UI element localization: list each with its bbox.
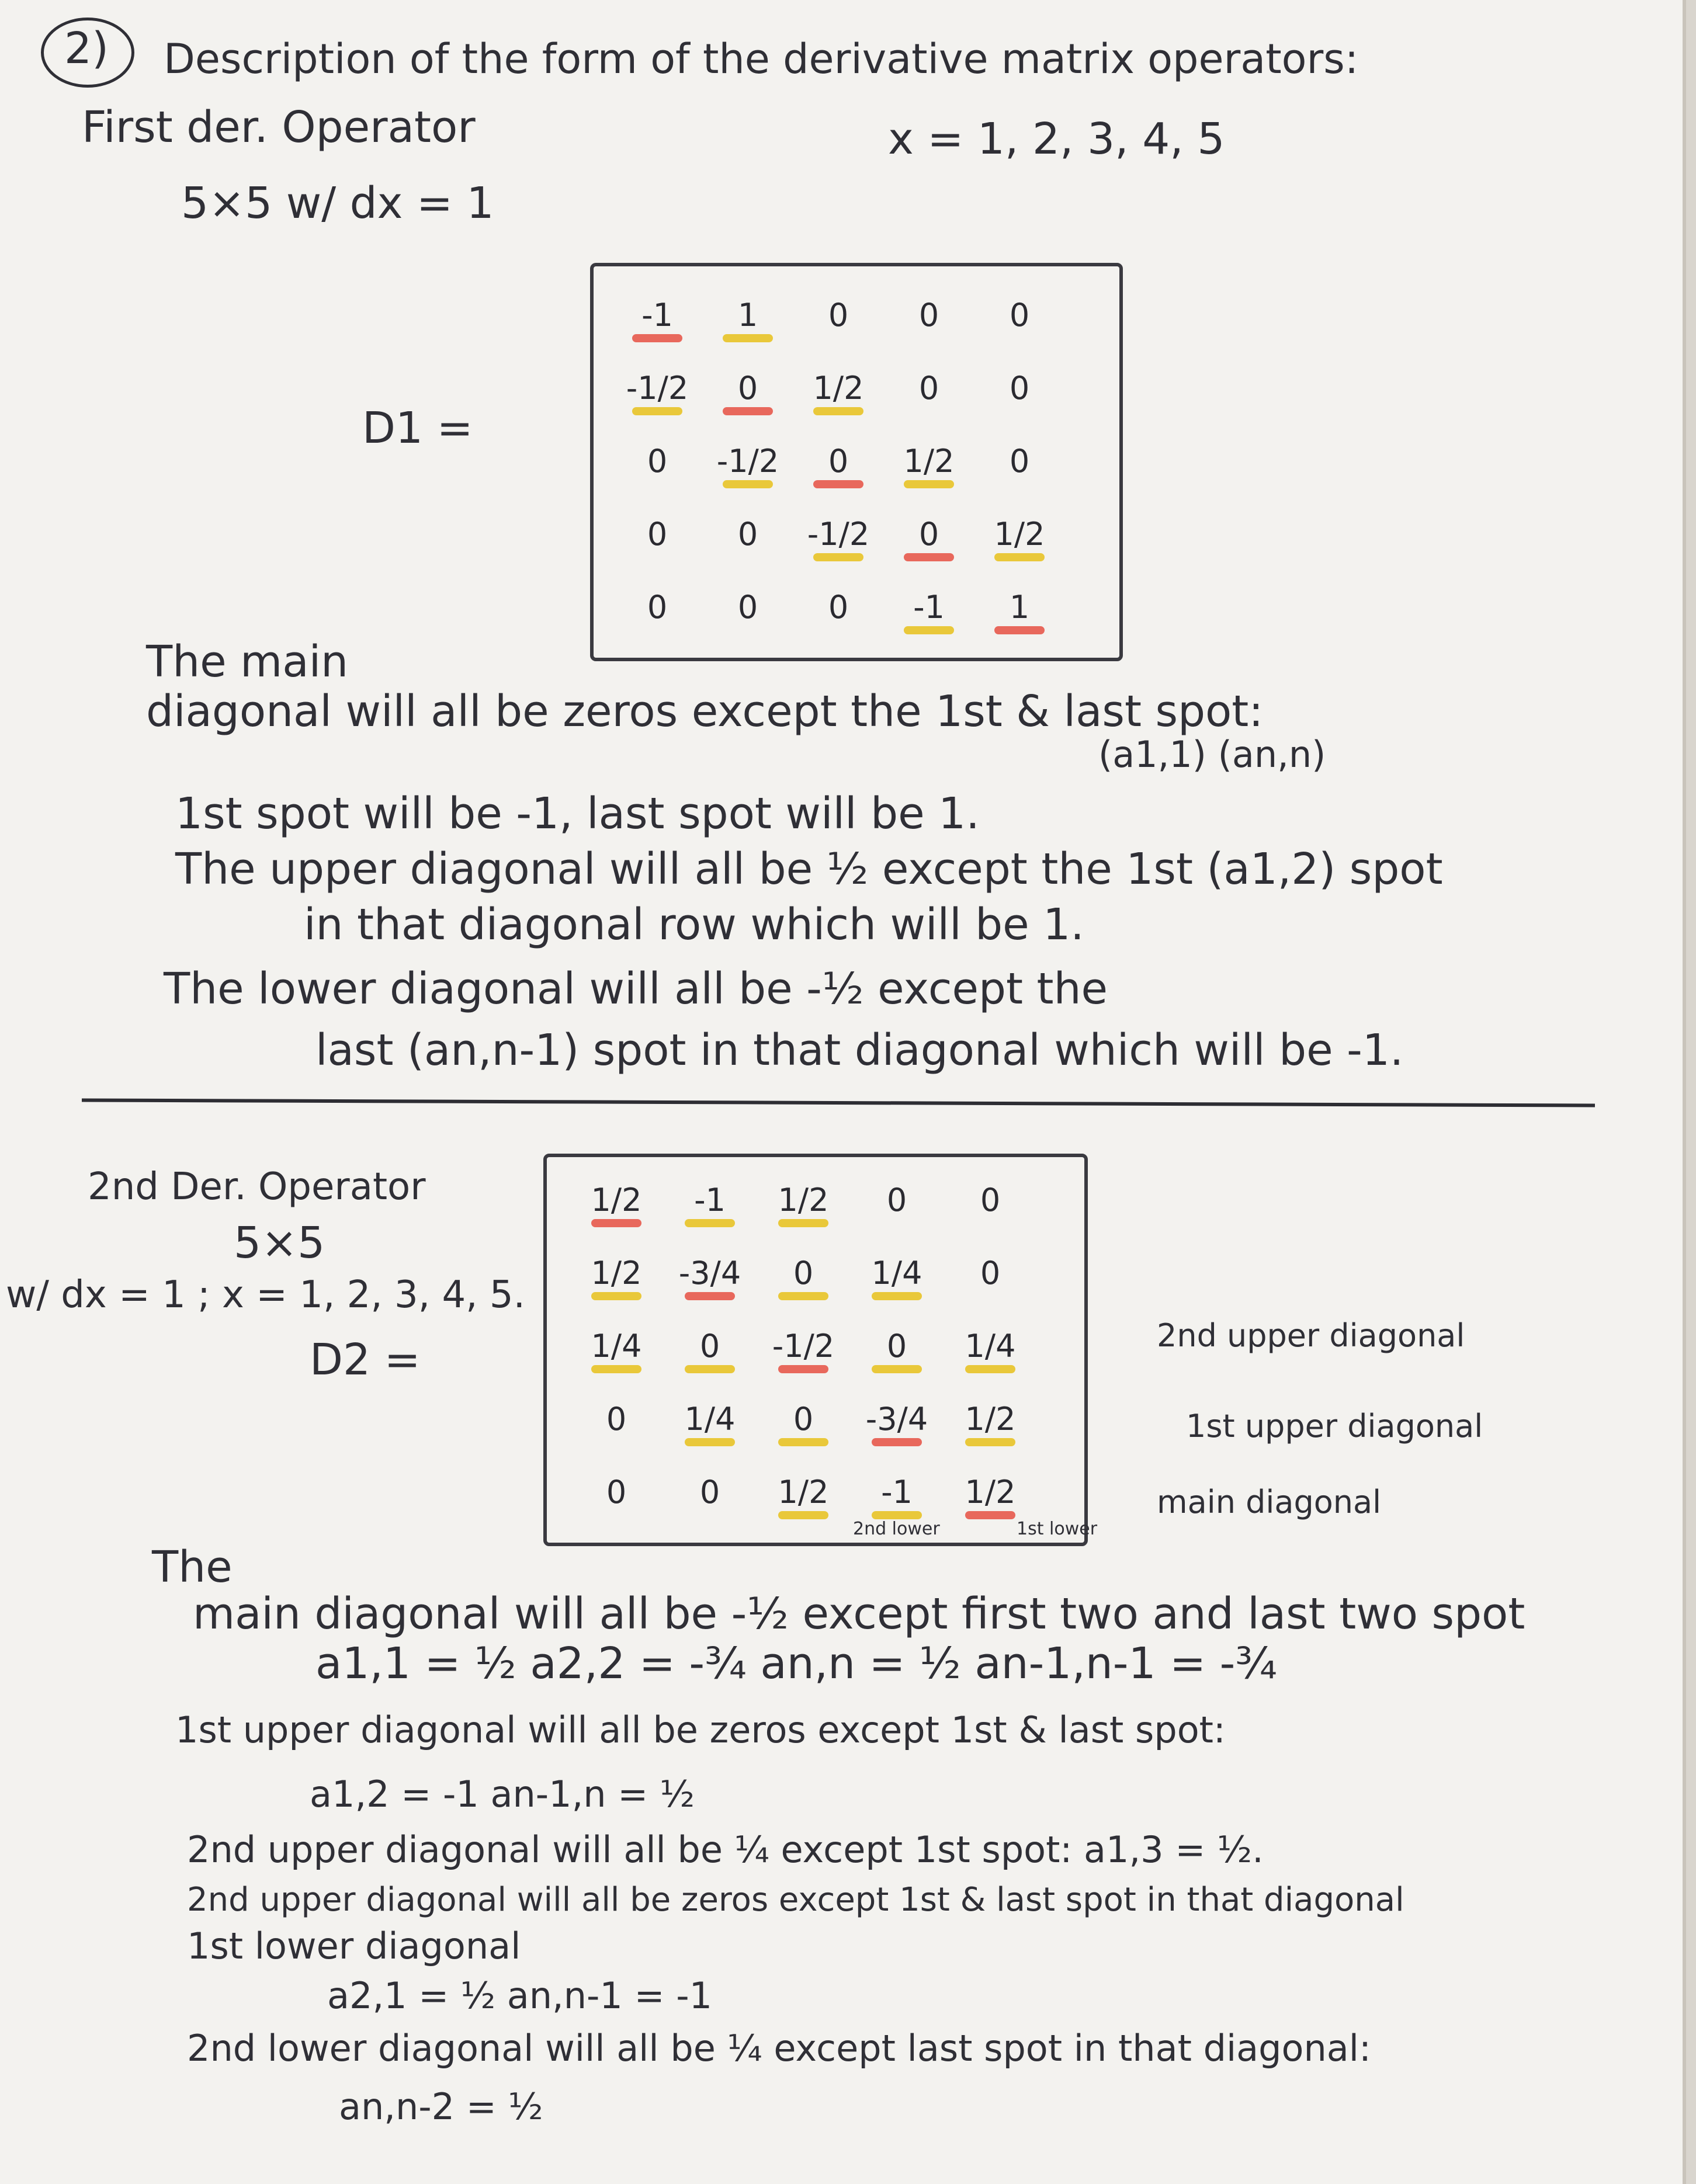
d1-cell-5-4 [891,572,967,643]
second-note-10: 2nd lower diagonal will all be ¼ except last spot in that diagonal: [187,2027,1371,2070]
d2-diagonal-highlight [778,1219,828,1227]
d1-cell-2-1 [619,353,695,423]
first-size: 5×5 w/ dx = 1 [181,178,494,228]
d1-cell-5-3 [800,572,876,643]
d1-value: -1 [913,589,945,626]
first-note-2: diagonal will all be zeros except the 1st & last spot: [146,686,1264,737]
d2-diagonal-highlight [685,1438,735,1446]
annotation-1st-lower: 1st lower [1017,1519,1098,1539]
d1-cell-2-2 [710,353,786,423]
d2-cell-3-4 [859,1311,935,1381]
d1-cell-1-4 [891,280,967,350]
d1-cell-3-2 [710,426,786,496]
d1-value: 0 [737,589,758,626]
d2-cell-5-2 [672,1457,748,1527]
d2-diagonal-highlight [685,1219,735,1227]
d2-value: 1/4 [684,1401,736,1438]
d2-cell-1-4 [859,1165,935,1235]
d2-cell-3-3 [765,1311,841,1381]
d2-diagonal-highlight [872,1438,922,1446]
d1-value: -1 [641,297,673,334]
d1-diagonal-highlight [723,334,773,342]
second-note-6: 2nd upper diagonal will all be ¼ except 1st spot: a1,3 = ½. [187,1828,1264,1871]
d2-diagonal-highlight [591,1292,641,1300]
annotation-2nd-lower: 2nd lower [853,1519,940,1539]
d2-value: 1/4 [871,1255,922,1291]
d1-value: 0 [647,443,668,480]
second-note-5: a1,2 = -1 an-1,n = ½ [310,1773,695,1815]
d1-diagonal-highlight [632,334,682,342]
d1-cell-1-5 [981,280,1057,350]
d2-value: -1 [694,1182,726,1218]
annotation-2nd-upper: 2nd upper diagonal [1157,1317,1465,1354]
d1-diagonal-highlight [994,626,1045,634]
section-divider [82,1098,1595,1107]
d1-value: 0 [737,516,758,553]
d1-value: 0 [828,589,849,626]
d2-cell-2-2 [672,1238,748,1308]
d1-diagonal-highlight [632,407,682,415]
d2-value: 1/2 [965,1474,1016,1511]
d2-cell-3-1 [578,1311,654,1381]
d1-cell-5-1 [619,572,695,643]
d2-value: -3/4 [678,1255,741,1291]
d1-cell-5-2 [710,572,786,643]
d1-diagonal-highlight [904,480,954,488]
d1-value: 0 [647,589,668,626]
d1-cell-3-3 [800,426,876,496]
d2-diagonal-highlight [965,1438,1015,1446]
d1-diagonal-highlight [904,626,954,634]
d1-value: 1/2 [903,443,955,480]
page-title: Description of the form of the derivative matrix operators: [164,35,1359,83]
d1-cell-3-1 [619,426,695,496]
d2-cell-5-3 [765,1457,841,1527]
d1-value: 0 [918,370,939,407]
d1-value: 0 [1009,370,1030,407]
d2-value: 0 [980,1182,1001,1218]
d2-cell-2-3 [765,1238,841,1308]
d1-cell-2-5 [981,353,1057,423]
second-note-11: an,n-2 = ½ [339,2085,543,2128]
second-note-1: The [152,1542,233,1592]
d1-diagonal-highlight [994,553,1045,561]
d2-cell-1-3 [765,1165,841,1235]
d1-cell-1-3 [800,280,876,350]
d1-cell-2-4 [891,353,967,423]
d1-value: 0 [647,516,668,553]
d2-value: 0 [980,1255,1001,1291]
d2-value: -3/4 [865,1401,928,1438]
d2-diagonal-highlight [685,1365,735,1373]
first-operator-heading: First der. Operator [82,102,476,152]
d2-cell-1-1 [578,1165,654,1235]
d2-diagonal-highlight [778,1365,828,1373]
d2-cell-4-4 [859,1384,935,1454]
second-note-3: a1,1 = ½ a2,2 = -¾ an,n = ½ an-1,n-1 = -¾ [315,1638,1278,1689]
d2-value: 0 [699,1328,720,1364]
d1-cell-3-4 [891,426,967,496]
d1-cell-1-1 [619,280,695,350]
d2-diagonal-highlight [872,1292,922,1300]
d2-value: -1/2 [772,1328,835,1364]
d1-value: -1/2 [716,443,779,480]
d2-value: 1/2 [778,1182,829,1218]
first-x-values: x = 1, 2, 3, 4, 5 [888,114,1225,164]
d2-value: 0 [793,1255,814,1291]
second-note-2: main diagonal will all be -½ except first two and last two spot [193,1589,1525,1639]
d1-cell-3-5 [981,426,1057,496]
second-note-8: 1st lower diagonal [187,1925,521,1967]
d2-cell-2-1 [578,1238,654,1308]
d2-value: 0 [793,1401,814,1438]
d2-diagonal-highlight [778,1292,828,1300]
d2-value: 1/2 [591,1182,642,1218]
d1-cell-4-3 [800,499,876,570]
second-note-7: 2nd upper diagonal will all be zeros except 1st & last spot in that diagonal [187,1881,1404,1919]
d1-cell-5-5 [981,572,1057,643]
d1-diagonal-highlight [813,407,863,415]
d1-label: D1 = [362,403,473,453]
d1-value: 1 [1009,589,1030,626]
d2-value: 1/4 [591,1328,642,1364]
d1-value: 0 [1009,297,1030,334]
first-note-7: The lower diagonal will all be -½ except the [164,964,1108,1014]
d2-diagonal-highlight [591,1219,641,1227]
d2-cell-4-2 [672,1384,748,1454]
d1-cell-4-1 [619,499,695,570]
d1-value: 0 [828,443,849,480]
d2-cell-2-5 [952,1238,1028,1308]
d2-cell-4-5 [952,1384,1028,1454]
second-params: w/ dx = 1 ; x = 1, 2, 3, 4, 5. [6,1273,525,1317]
annotation-1st-upper: 1st upper diagonal [1186,1408,1483,1445]
d2-cell-1-2 [672,1165,748,1235]
d2-value: 0 [886,1328,907,1364]
d2-value: 0 [606,1474,627,1511]
d2-cell-2-4 [859,1238,935,1308]
second-operator-heading: 2nd Der. Operator [88,1165,426,1209]
second-note-9: a2,1 = ½ an,n-1 = -1 [327,1974,713,2017]
d1-diagonal-highlight [813,480,863,488]
first-note-5: The upper diagonal will all be ½ except the 1st (a1,2) spot [175,844,1443,894]
d2-diagonal-highlight [591,1365,641,1373]
d2-value: 1/2 [778,1474,829,1511]
d2-diagonal-highlight [778,1511,828,1519]
d2-cell-5-4 [859,1457,935,1527]
d1-diagonal-highlight [723,480,773,488]
problem-number: 2) [64,23,109,74]
d1-cell-4-5 [981,499,1057,570]
d1-cell-2-3 [800,353,876,423]
first-note-4: 1st spot will be -1, last spot will be 1. [175,789,980,839]
d1-diagonal-highlight [813,553,863,561]
d1-cell-4-4 [891,499,967,570]
annotation-main: main diagonal [1157,1484,1382,1520]
d1-value: 1/2 [994,516,1045,553]
d2-cell-4-1 [578,1384,654,1454]
d1-cell-1-2 [710,280,786,350]
d2-cell-1-5 [952,1165,1028,1235]
d2-value: -1 [881,1474,913,1511]
first-note-1: The main [146,637,349,687]
d2-cell-3-5 [952,1311,1028,1381]
d1-value: 0 [918,297,939,334]
d1-value: 0 [737,370,758,407]
d2-value: 1/4 [965,1328,1016,1364]
d1-diagonal-highlight [723,407,773,415]
d2-value: 0 [699,1474,720,1511]
first-note-6: in that diagonal row which will be 1. [304,900,1084,950]
d2-cell-3-2 [672,1311,748,1381]
d1-value: -1/2 [807,516,870,553]
d2-cell-5-1 [578,1457,654,1527]
d2-diagonal-highlight [872,1511,922,1519]
d2-cell-5-5 [952,1457,1028,1527]
d1-value: 0 [918,516,939,553]
d2-diagonal-highlight [872,1365,922,1373]
d2-diagonal-highlight [965,1511,1015,1519]
d2-label: D2 = [310,1335,421,1385]
d1-value: 1/2 [813,370,864,407]
d1-diagonal-highlight [904,553,954,561]
d2-value: 0 [886,1182,907,1218]
d2-value: 1/2 [965,1401,1016,1438]
d1-value: 0 [1009,443,1030,480]
d2-value: 1/2 [591,1255,642,1291]
second-note-4: 1st upper diagonal will all be zeros except 1st & last spot: [175,1709,1226,1751]
d1-value: 0 [828,297,849,334]
d2-value: 0 [606,1401,627,1438]
second-size: 5×5 [234,1218,325,1268]
d2-diagonal-highlight [778,1438,828,1446]
d1-cell-4-2 [710,499,786,570]
d2-diagonal-highlight [965,1365,1015,1373]
first-note-8: last (an,n-1) spot in that diagonal which will be -1. [315,1025,1404,1075]
d2-cell-4-3 [765,1384,841,1454]
first-note-3: (a1,1) (an,n) [1098,733,1326,776]
d1-value: 1 [737,297,758,334]
d1-value: -1/2 [626,370,689,407]
d2-diagonal-highlight [685,1292,735,1300]
